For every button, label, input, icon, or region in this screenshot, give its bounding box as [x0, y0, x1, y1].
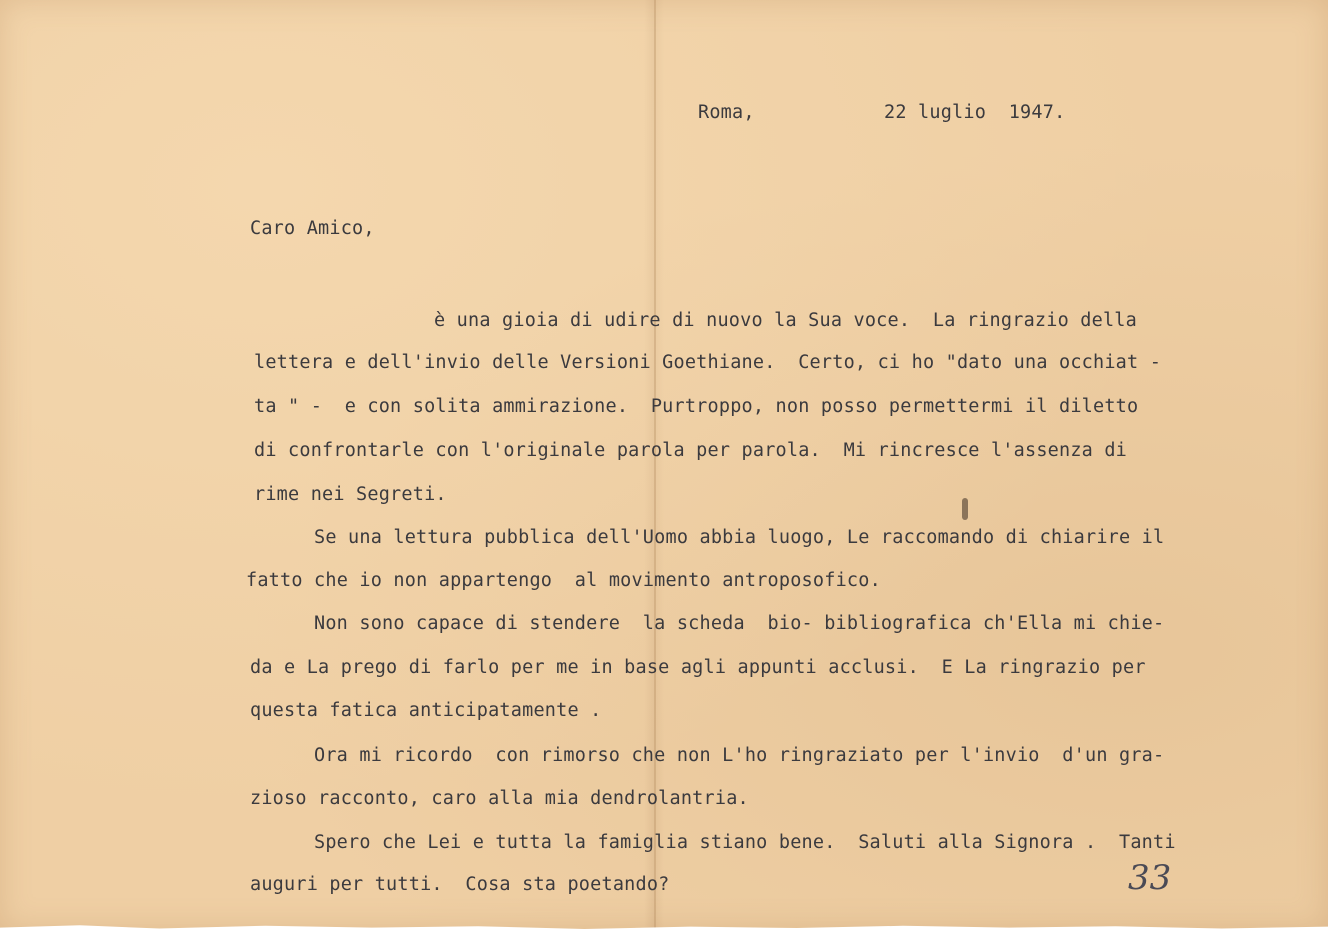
body-line-1: è una gioia di udire di nuovo la Sua voce. La ringrazio della	[434, 310, 1137, 331]
body-line-12: zioso racconto, caro alla mia dendrolantria.	[250, 788, 749, 809]
letter-date: 22 luglio 1947.	[884, 102, 1066, 123]
body-line-14: auguri per tutti. Cosa sta poetando?	[250, 874, 670, 895]
ink-stain	[962, 498, 968, 520]
letter-salutation: Caro Amico,	[250, 218, 375, 239]
body-line-4: di confrontarle con l'originale parola per parola. Mi rincresce l'assenza di	[254, 440, 1128, 461]
body-line-2: lettera e dell'invio delle Versioni Goethiane. Certo, ci ho "dato una occhiat -	[254, 352, 1162, 373]
body-line-13: Spero che Lei e tutta la famiglia stiano bene. Saluti alla Signora . Tanti	[314, 832, 1176, 853]
body-line-6: Se una lettura pubblica dell'Uomo abbia luogo, Le raccomando di chiarire il	[314, 527, 1165, 548]
body-line-3: ta " - e con solita ammirazione. Purtroppo, non posso permettermi il diletto	[254, 396, 1139, 417]
page-number-handwritten: 33	[1128, 858, 1172, 898]
body-line-5: rime nei Segreti.	[254, 484, 447, 505]
body-line-10: questa fatica anticipatamente .	[250, 700, 602, 721]
body-line-7: fatto che io non appartengo al movimento antroposofico.	[246, 570, 881, 591]
body-line-11: Ora mi ricordo con rimorso che non L'ho ringraziato per l'invio d'un gra-	[314, 745, 1165, 766]
body-line-8: Non sono capace di stendere la scheda bio- bibliografica ch'Ella mi chie-	[314, 613, 1165, 634]
letter-place: Roma,	[698, 102, 755, 123]
body-line-9: da e La prego di farlo per me in base agli appunti acclusi. E La ringrazio per	[250, 657, 1146, 678]
